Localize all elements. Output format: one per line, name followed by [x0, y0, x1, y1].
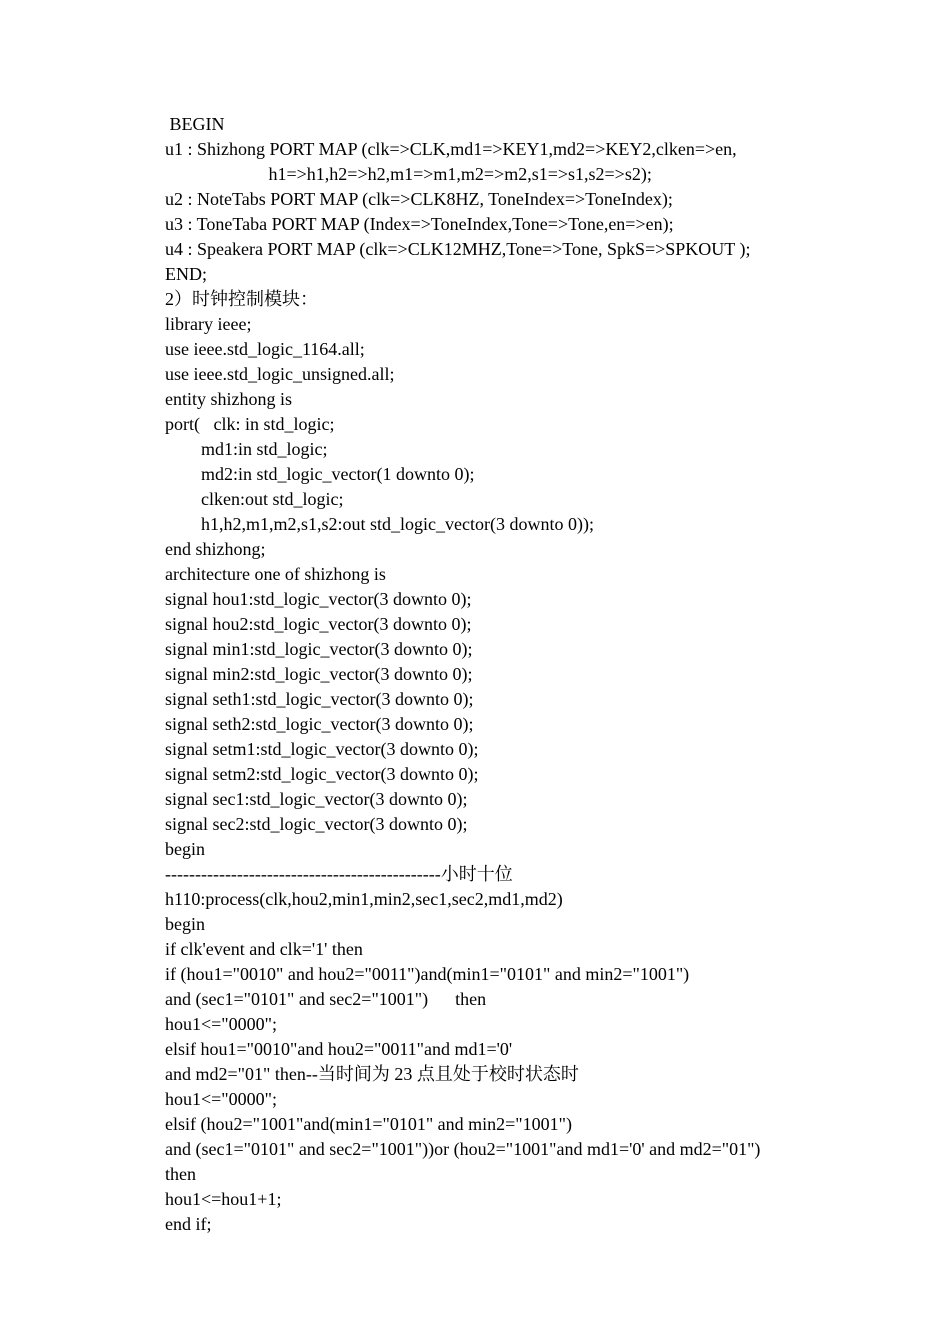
code-line: signal min1:std_logic_vector(3 downto 0);	[165, 639, 473, 659]
code-line: h1,h2,m1,m2,s1,s2:out std_logic_vector(3 downto 0));	[165, 514, 594, 534]
code-line: clken:out std_logic;	[165, 489, 344, 509]
code-line: library ieee;	[165, 314, 252, 334]
code-line: if (hou1="0010" and hou2="0011")and(min1="0101" and min2="1001")	[165, 964, 690, 984]
code-line: END;	[165, 264, 207, 284]
code-line: u3 : ToneTaba PORT MAP (Index=>ToneIndex,Tone=>Tone,en=>en);	[165, 214, 674, 234]
code-line: if clk'event and clk='1' then	[165, 939, 363, 959]
code-line: elsif hou1="0010"and hou2="0011"and md1='0'	[165, 1039, 513, 1059]
code-line: use ieee.std_logic_1164.all;	[165, 339, 365, 359]
code-line: and (sec1="0101" and sec2="1001") then	[165, 989, 487, 1009]
code-line: end shizhong;	[165, 539, 266, 559]
code-line: h110:process(clk,hou2,min1,min2,sec1,sec2,md1,md2)	[165, 889, 563, 909]
code-listing	[165, 112, 925, 1237]
code-line: signal hou2:std_logic_vector(3 downto 0);	[165, 614, 472, 634]
code-line: and (sec1="0101" and sec2="1001"))or (hou2="1001"and md1='0' and md2="01")	[165, 1139, 761, 1159]
code-line: signal setm1:std_logic_vector(3 downto 0);	[165, 739, 479, 759]
code-line: signal seth1:std_logic_vector(3 downto 0);	[165, 689, 474, 709]
code-line: ----------------------------------------------小时十位	[165, 864, 513, 884]
code-line: u2 : NoteTabs PORT MAP (clk=>CLK8HZ, ToneIndex=>ToneIndex);	[165, 189, 673, 209]
code-line: use ieee.std_logic_unsigned.all;	[165, 364, 395, 384]
code-line: signal setm2:std_logic_vector(3 downto 0);	[165, 764, 479, 784]
code-line: architecture one of shizhong is	[165, 564, 386, 584]
code-line: begin	[165, 839, 205, 859]
code-line: then	[165, 1164, 196, 1184]
code-line: h1=>h1,h2=>h2,m1=>m1,m2=>m2,s1=>s1,s2=>s2);	[165, 164, 652, 184]
code-line: end if;	[165, 1214, 212, 1234]
code-line: hou1<="0000";	[165, 1014, 277, 1034]
code-line: begin	[165, 914, 205, 934]
code-line: signal sec1:std_logic_vector(3 downto 0);	[165, 789, 468, 809]
code-line: 2）时钟控制模块：	[165, 289, 318, 309]
code-line: signal seth2:std_logic_vector(3 downto 0);	[165, 714, 474, 734]
code-line: BEGIN	[165, 114, 225, 134]
code-line: hou1<="0000";	[165, 1089, 277, 1109]
code-line: signal sec2:std_logic_vector(3 downto 0);	[165, 814, 468, 834]
code-line: md2:in std_logic_vector(1 downto 0);	[165, 464, 475, 484]
code-line: u1 : Shizhong PORT MAP (clk=>CLK,md1=>KEY1,md2=>KEY2,clken=>en,	[165, 139, 737, 159]
code-line: elsif (hou2="1001"and(min1="0101" and min2="1001")	[165, 1114, 572, 1134]
code-line: md1:in std_logic;	[165, 439, 328, 459]
code-line: entity shizhong is	[165, 389, 292, 409]
code-line: u4 : Speakera PORT MAP (clk=>CLK12MHZ,Tone=>Tone, SpkS=>SPKOUT );	[165, 239, 751, 259]
code-line: signal hou1:std_logic_vector(3 downto 0);	[165, 589, 472, 609]
code-line: port( clk: in std_logic;	[165, 414, 335, 434]
code-line: signal min2:std_logic_vector(3 downto 0);	[165, 664, 473, 684]
code-line: and md2="01" then--当时间为 23 点且处于校时状态时	[165, 1064, 579, 1084]
code-line: hou1<=hou1+1;	[165, 1189, 282, 1209]
